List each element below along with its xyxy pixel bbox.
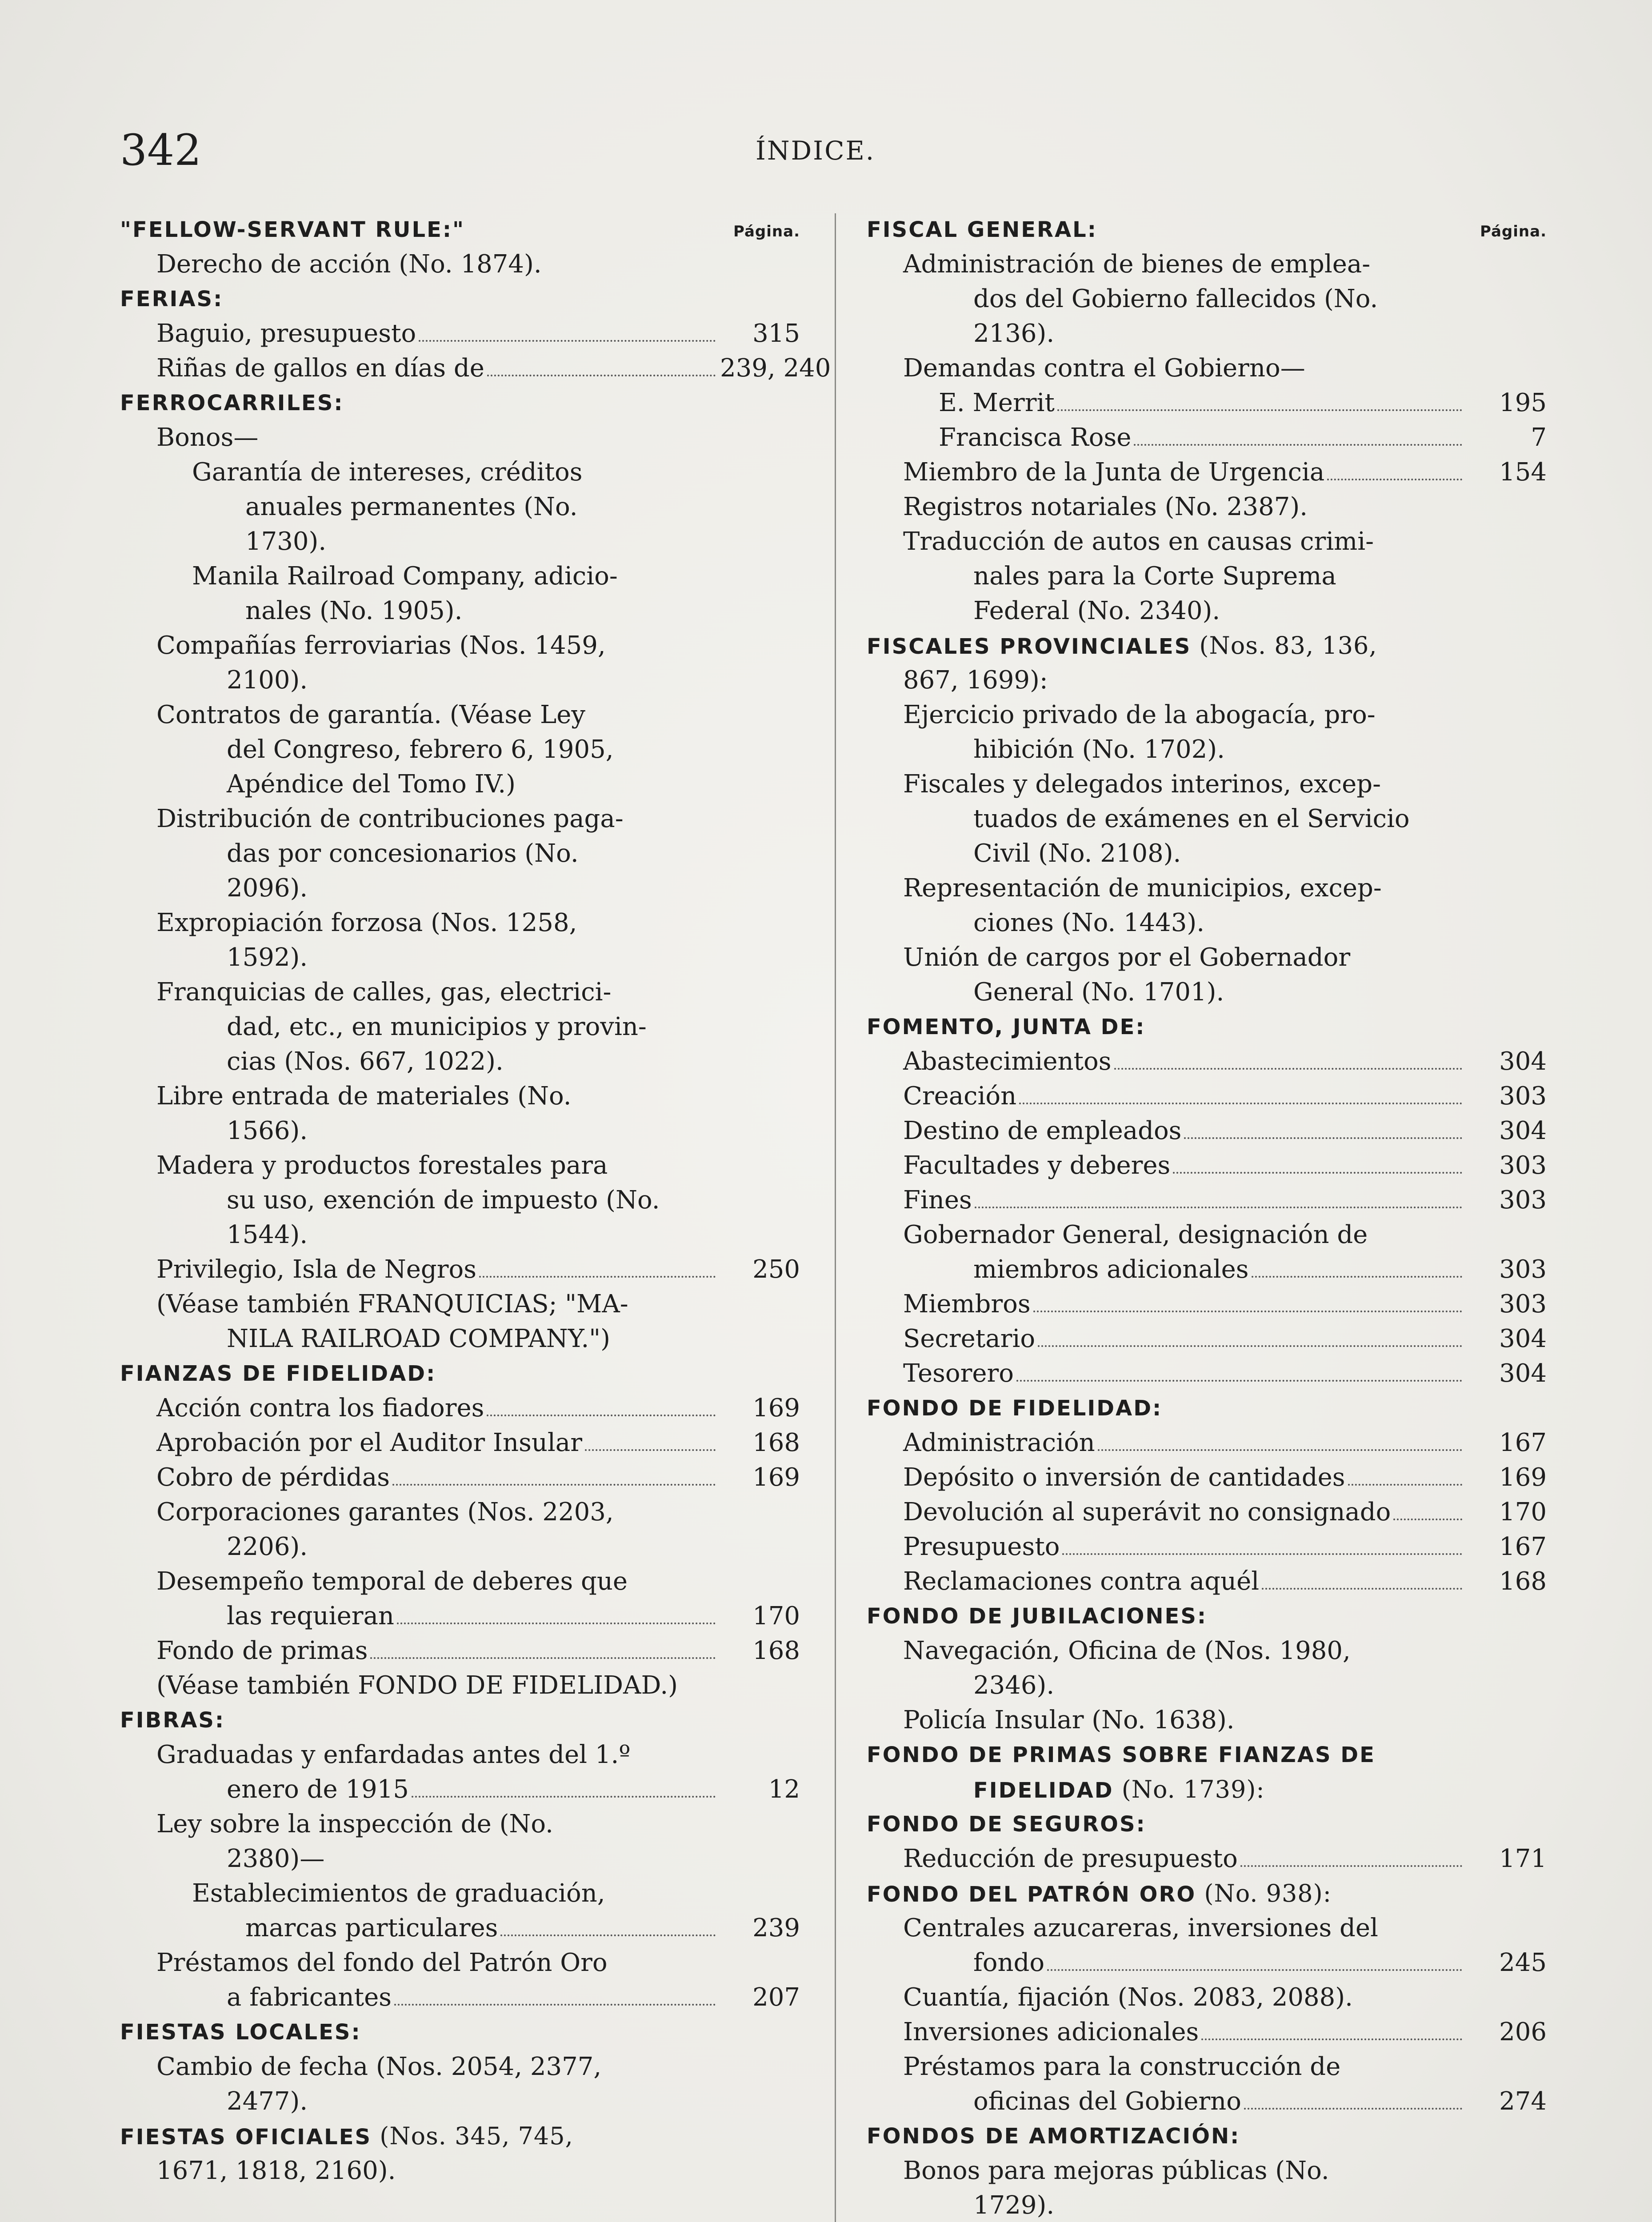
index-heading: [120, 282, 800, 316]
index-entry: [867, 1114, 1547, 1148]
page-reference: 167: [1499, 1532, 1547, 1561]
dot-leader: [1062, 1544, 1462, 1555]
heading-text: FISCAL GENERAL:: [867, 217, 1097, 242]
index-text: Distribución de contribuciones paga-: [156, 804, 624, 833]
index-text: dad, etc., en municipios y provin-: [227, 1012, 647, 1041]
index-text: Graduadas y enfardadas antes del 1.º: [156, 1740, 631, 1769]
dot-leader: [1098, 1440, 1462, 1451]
index-text: anuales permanentes (No.: [245, 492, 578, 521]
dot-leader: [487, 1406, 716, 1416]
index-text: das por concesionarios (No.: [227, 839, 579, 868]
page-reference: 154: [1499, 458, 1547, 487]
index-text: Franquicias de calles, gas, electrici-: [156, 978, 612, 1007]
entry-text: Aprobación por el Auditor Insular: [156, 1428, 582, 1457]
index-text: Garantía de intereses, créditos: [192, 458, 583, 487]
entry-text: Miembro de la Junta de Urgencia: [903, 458, 1325, 487]
index-text: 2206).: [227, 1532, 308, 1561]
dot-leader: [1173, 1163, 1462, 1174]
entry-text: Abastecimientos: [903, 1047, 1112, 1076]
dot-leader: [1038, 1336, 1462, 1347]
entry-text: las requieran: [227, 1602, 394, 1631]
entry-text: Reducción de presupuesto: [903, 1844, 1238, 1873]
dot-leader: [419, 331, 716, 342]
index-entry: [867, 1426, 1547, 1460]
index-entry: [867, 1044, 1547, 1079]
index-entry: [867, 455, 1547, 490]
pagina-label: Página.: [1480, 223, 1547, 240]
index-entry: [120, 1599, 800, 1634]
entry-text: Inversiones adicionales: [903, 2018, 1199, 2046]
dot-leader: [1252, 1267, 1463, 1278]
entry-text: Riñas de gallos en días de: [156, 354, 484, 383]
index-text: Bonos—: [156, 423, 259, 452]
heading-text: FERIAS:: [120, 287, 224, 312]
entry-text: Facultades y deberes: [903, 1151, 1171, 1180]
index-entry: [120, 1252, 800, 1287]
index-text: Unión de cargos por el Gobernador: [903, 943, 1351, 972]
index-entry: [120, 1391, 800, 1426]
index-column-right: [867, 212, 1547, 2222]
index-text: nales (No. 1905).: [245, 596, 463, 625]
entry-text: miembros adicionales: [973, 1255, 1249, 1284]
index-text: 1671, 1818, 2160).: [156, 2156, 396, 2185]
index-text: 1544).: [227, 1220, 308, 1249]
index-heading: [120, 2119, 800, 2154]
heading-suffix: (No. 938):: [1196, 1879, 1332, 1907]
index-entry: [867, 2084, 1547, 2119]
entry-text: E. Merrit: [939, 388, 1055, 417]
entry-text: Devolución al superávit no consignado: [903, 1498, 1391, 1527]
index-text: Ley sobre la inspección de (No.: [156, 1810, 553, 1838]
dot-leader: [1327, 470, 1462, 480]
index-text: Préstamos para la construcción de: [903, 2052, 1341, 2081]
index-text: 1566).: [227, 1116, 308, 1145]
index-text: Administración de bienes de emplea-: [903, 250, 1371, 279]
dot-leader: [585, 1440, 716, 1451]
index-entry: [120, 316, 800, 351]
heading-suffix: (Nos. 345, 745,: [372, 2122, 573, 2150]
dot-leader: [1262, 1579, 1462, 1590]
index-text: Centrales azucareras, inversiones del: [903, 1914, 1378, 1942]
page-reference: 303: [1499, 1255, 1547, 1284]
page-reference: 12: [768, 1775, 800, 1804]
page-reference: 206: [1499, 2018, 1547, 2046]
heading-suffix: (Nos. 83, 136,: [1191, 631, 1377, 659]
page-reference: 239: [752, 1914, 800, 1942]
entry-text: Depósito o inversión de cantidades: [903, 1463, 1345, 1492]
index-entry: [867, 1564, 1547, 1599]
page-reference: 303: [1499, 1082, 1547, 1111]
index-entry: [120, 351, 831, 386]
index-heading: [120, 1356, 800, 1391]
page-number: 342: [120, 125, 202, 175]
pagina-label: Página.: [733, 223, 800, 240]
index-heading: [867, 1876, 1547, 1911]
index-text: 1592).: [227, 943, 308, 972]
page-reference: 303: [1499, 1290, 1547, 1319]
index-entry: [867, 1148, 1547, 1183]
entry-text: Presupuesto: [903, 1532, 1060, 1561]
index-text: Navegación, Oficina de (Nos. 1980,: [903, 1636, 1351, 1665]
index-entry: [867, 1287, 1547, 1322]
index-entry: [867, 1322, 1547, 1356]
column-divider: [835, 213, 836, 2222]
index-text: 2346).: [973, 1671, 1055, 1700]
dot-leader: [1244, 2099, 1462, 2110]
heading-text: FONDOS DE AMORTIZACIÓN:: [867, 2124, 1240, 2149]
entry-text: fondo: [973, 1948, 1045, 1977]
page-reference: 7: [1531, 423, 1547, 452]
heading-text: FISCALES PROVINCIALES: [867, 634, 1192, 659]
index-entry: [120, 1426, 800, 1460]
index-text: Civil (No. 2108).: [973, 839, 1181, 868]
index-text: Demandas contra el Gobierno—: [903, 354, 1305, 383]
page-title: ÍNDICE.: [756, 136, 876, 166]
index-text: Bonos para mejoras públicas (No.: [903, 2156, 1329, 2185]
entry-text: Tesorero: [903, 1359, 1014, 1388]
index-text: Federal (No. 2340).: [973, 596, 1220, 625]
index-text: tuados de exámenes en el Servicio: [973, 804, 1410, 833]
index-text: Cuantía, fijación (Nos. 2083, 2088).: [903, 1983, 1353, 2012]
index-heading: [120, 2015, 800, 2050]
index-text: hibición (No. 1702).: [973, 735, 1225, 764]
index-entry: [867, 1252, 1547, 1287]
heading-text: FIESTAS OFICIALES: [120, 2125, 372, 2150]
heading-text: FIESTAS LOCALES:: [120, 2020, 361, 2045]
index-entry: [867, 1495, 1547, 1530]
dot-leader: [397, 1614, 716, 1624]
index-text: cias (Nos. 667, 1022).: [227, 1047, 504, 1076]
dot-leader: [392, 1475, 716, 1486]
heading-text: FONDO DE SEGUROS:: [867, 1812, 1146, 1837]
dot-leader: [1348, 1475, 1462, 1486]
index-text: General (No. 1701).: [973, 978, 1224, 1007]
page-reference: 250: [752, 1255, 800, 1284]
index-text: su uso, exención de impuesto (No.: [227, 1186, 660, 1215]
heading-text: FOMENTO, JUNTA DE:: [867, 1015, 1146, 1039]
index-heading: [867, 1807, 1547, 1842]
dot-leader: [1240, 1856, 1462, 1867]
index-text: Cambio de fecha (Nos. 2054, 2377,: [156, 2052, 602, 2081]
index-text: Derecho de acción (No. 1874).: [156, 250, 542, 279]
index-entry: [120, 1980, 800, 2015]
index-text: 2096).: [227, 874, 308, 903]
entry-text: Acción contra los fiadores: [156, 1394, 484, 1423]
index-entry: [120, 1460, 800, 1495]
index-text: Gobernador General, designación de: [903, 1220, 1368, 1249]
index-text: Libre entrada de materiales (No.: [156, 1082, 572, 1111]
entry-text: Baguio, presupuesto: [156, 319, 416, 348]
index-entry: [867, 420, 1547, 455]
page-reference: 171: [1499, 1844, 1547, 1873]
index-text: Desempeño temporal de deberes que: [156, 1567, 628, 1596]
index-heading: [867, 1599, 1547, 1634]
index-text: 2100).: [227, 666, 308, 695]
index-entry: [120, 1772, 800, 1807]
heading-text: FONDO DE PRIMAS SOBRE FIANZAS DE: [867, 1742, 1376, 1767]
index-entry: [867, 1079, 1547, 1114]
index-entry: [867, 1530, 1547, 1564]
heading-text: FONDO DEL PATRÓN ORO: [867, 1882, 1196, 1907]
page-reference: 304: [1499, 1359, 1547, 1388]
entry-text: Secretario: [903, 1324, 1036, 1353]
index-heading: [867, 1391, 1547, 1426]
index-heading: [867, 2119, 1547, 2154]
index-text: Madera y productos forestales para: [156, 1151, 608, 1180]
page-reference: 239, 240: [720, 354, 831, 383]
page-reference: 167: [1499, 1428, 1547, 1457]
index-heading: [120, 1703, 800, 1738]
index-column-left: [120, 212, 831, 2188]
page-reference: 170: [1499, 1498, 1547, 1527]
index-text: Compañías ferroviarias (Nos. 1459,: [156, 631, 606, 660]
dot-leader: [1016, 1371, 1462, 1382]
heading-text: FONDO DE FIDELIDAD:: [867, 1396, 1163, 1421]
heading-text: FONDO DE JUBILACIONES:: [867, 1604, 1208, 1629]
dot-leader: [1114, 1059, 1462, 1070]
entry-text: Fines: [903, 1186, 972, 1215]
index-entry: [867, 1356, 1547, 1391]
page-reference: 169: [752, 1463, 800, 1492]
page-reference: 195: [1499, 388, 1547, 417]
page-reference: 207: [752, 1983, 800, 2012]
index-heading: [867, 1738, 1547, 1772]
index-text: (Véase también FONDO DE FIDELIDAD.): [156, 1671, 678, 1700]
heading-text: FERROCARRILES:: [120, 391, 344, 416]
index-text: Expropiación forzosa (Nos. 1258,: [156, 908, 577, 937]
index-text: Registros notariales (No. 2387).: [903, 492, 1308, 521]
entry-text: Administración: [903, 1428, 1095, 1457]
index-entry: [867, 2015, 1547, 2050]
entry-text: enero de 1915: [227, 1775, 409, 1804]
heading-text: FIANZAS DE FIDELIDAD:: [120, 1361, 436, 1386]
index-text: Establecimientos de graduación,: [192, 1879, 605, 1908]
index-text: NILA RAILROAD COMPANY."): [227, 1324, 610, 1353]
index-entry: [867, 386, 1547, 420]
entry-text: Destino de empleados: [903, 1116, 1182, 1145]
page-reference: 168: [752, 1428, 800, 1457]
page-reference: 169: [752, 1394, 800, 1423]
index-heading: [120, 212, 800, 247]
index-entry: [120, 1911, 800, 1946]
page-reference: 168: [1499, 1567, 1547, 1596]
dot-leader: [1057, 400, 1462, 411]
page-reference: 303: [1499, 1151, 1547, 1180]
page-reference: 170: [752, 1602, 800, 1631]
entry-text: Reclamaciones contra aquél: [903, 1567, 1260, 1596]
dot-leader: [487, 366, 716, 376]
index-heading: [867, 212, 1547, 247]
dot-leader: [1184, 1128, 1462, 1139]
entry-text: oficinas del Gobierno: [973, 2087, 1241, 2116]
index-text: 867, 1699):: [903, 666, 1048, 695]
page-reference: 304: [1499, 1116, 1547, 1145]
index-heading: [867, 628, 1547, 663]
dot-leader: [1019, 1094, 1462, 1104]
index-text: Manila Railroad Company, adicio-: [192, 562, 618, 591]
index-text: 2136).: [973, 319, 1055, 348]
page-reference: 303: [1499, 1186, 1547, 1215]
index-text: 1730).: [245, 527, 327, 556]
heading-text: FIBRAS:: [120, 1708, 225, 1733]
entry-text: marcas particulares: [245, 1914, 498, 1942]
index-entry: [867, 1842, 1547, 1876]
page-reference: 274: [1499, 2087, 1547, 2116]
index-heading: [120, 386, 800, 420]
entry-text: Fondo de primas: [156, 1636, 368, 1665]
entry-text: Cobro de pérdidas: [156, 1463, 390, 1492]
dot-leader: [1033, 1302, 1462, 1312]
entry-text: Creación: [903, 1082, 1017, 1111]
dot-leader: [394, 1995, 716, 2006]
dot-leader: [370, 1648, 716, 1659]
heading-text: FIDELIDAD: [973, 1778, 1114, 1803]
index-text: Apéndice del Tomo IV.): [227, 770, 516, 799]
dot-leader: [1201, 2030, 1462, 2040]
index-text: 2477).: [227, 2087, 308, 2116]
index-entry: [120, 1634, 800, 1668]
index-text: ciones (No. 1443).: [973, 908, 1205, 937]
index-text: Préstamos del fondo del Patrón Oro: [156, 1948, 608, 1977]
index-text: nales para la Corte Suprema: [973, 562, 1336, 591]
entry-text: a fabricantes: [227, 1983, 392, 2012]
index-text: Traducción de autos en causas crimi-: [903, 527, 1374, 556]
dot-leader: [1047, 1960, 1462, 1971]
entry-text: Privilegio, Isla de Negros: [156, 1255, 476, 1284]
index-text: Ejercicio privado de la abogacía, pro-: [903, 700, 1376, 729]
index-text: 1729).: [973, 2191, 1055, 2220]
dot-leader: [479, 1267, 716, 1278]
index-text: del Congreso, febrero 6, 1905,: [227, 735, 614, 764]
index-entry: [867, 1183, 1547, 1218]
index-text: (Véase también FRANQUICIAS; "MA-: [156, 1290, 628, 1319]
index-entry: [867, 1460, 1547, 1495]
entry-text: Francisca Rose: [939, 423, 1132, 452]
index-text: 2380)—: [227, 1844, 325, 1873]
dot-leader: [1393, 1510, 1462, 1520]
dot-leader: [1134, 435, 1462, 446]
index-text: Fiscales y delegados interinos, excep-: [903, 770, 1381, 799]
index-heading: [867, 1772, 1547, 1807]
heading-text: "FELLOW-SERVANT RULE:": [120, 217, 465, 242]
page-reference: 304: [1499, 1047, 1547, 1076]
index-text: Representación de municipios, excep-: [903, 874, 1382, 903]
page-reference: 304: [1499, 1324, 1547, 1353]
index-text: Corporaciones garantes (Nos. 2203,: [156, 1498, 614, 1527]
page-reference: 169: [1499, 1463, 1547, 1492]
entry-text: Miembros: [903, 1290, 1031, 1319]
index-text: Policía Insular (No. 1638).: [903, 1706, 1235, 1734]
page-reference: 245: [1499, 1948, 1547, 1977]
index-text: Contratos de garantía. (Véase Ley: [156, 700, 586, 729]
index-text: dos del Gobierno fallecidos (No.: [973, 284, 1378, 313]
page-reference: 315: [752, 319, 800, 348]
index-entry: [867, 1946, 1547, 1980]
dot-leader: [412, 1787, 716, 1798]
dot-leader: [500, 1926, 716, 1936]
heading-suffix: (No. 1739):: [1113, 1775, 1265, 1803]
dot-leader: [975, 1198, 1462, 1208]
index-heading: [867, 1010, 1547, 1044]
page-reference: 168: [752, 1636, 800, 1665]
